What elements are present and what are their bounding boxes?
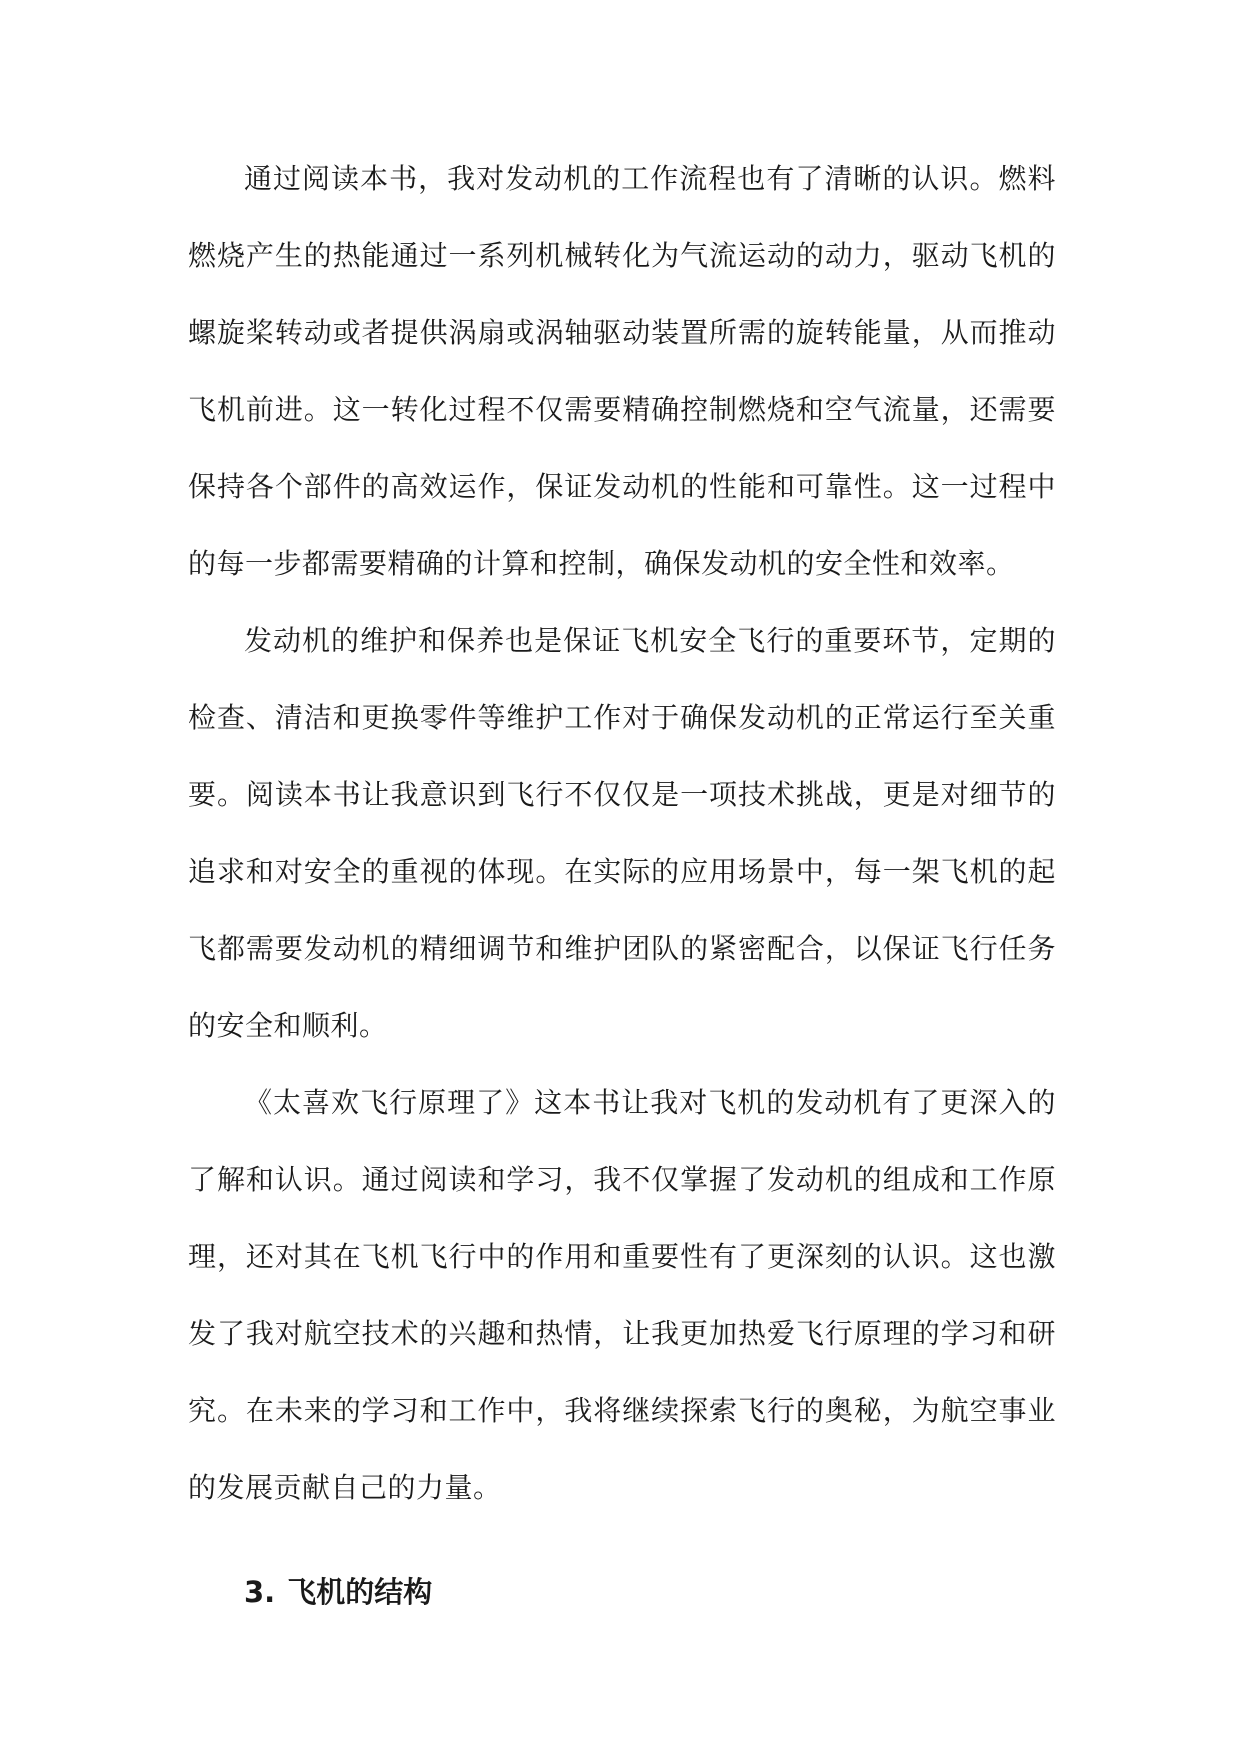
section-title: 飞机的结构 [287,1575,433,1609]
paragraph-engine-workflow: 通过阅读本书，我对发动机的工作流程也有了清晰的认识。燃料燃烧产生的热能通过一系列机械转化为气流运动的动力，驱动飞机的螺旋桨转动或者提供涡扇或涡轴驱动装置所需的旋转能量，从而推动飞机前进。这一转化过程不仅需要精确控制燃烧和空气流量，还需要保持各个部件的高效运作，保证发动机的性能和可靠性。这一过程中的每一步都需要精确的计算和控制，确保发动机的安全性和效率。 [188,162,1056,580]
section-number: 3. [244,1575,276,1609]
document-page [188,140,1056,1616]
section-heading [188,1568,1056,1616]
paragraph-book-reflection: 《太喜欢飞行原理了》这本书让我对飞机的发动机有了更深入的了解和认识。通过阅读和学习，我不仅掌握了发动机的组成和工作原理，还对其在飞机飞行中的作用和重要性有了更深刻的认识。这也激发了我对航空技术的兴趣和热情，让我更加热爱飞行原理的学习和研究。在未来的学习和工作中，我将继续探索飞行的奥秘，为航空事业的发展贡献自己的力量。 [188,1086,1056,1504]
paragraph-engine-maintenance: 发动机的维护和保养也是保证飞机安全飞行的重要环节，定期的检查、清洁和更换零件等维护工作对于确保发动机的正常运行至关重要。阅读本书让我意识到飞行不仅仅是一项技术挑战，更是对细节的追求和对安全的重视的体现。在实际的应用场景中，每一架飞机的起飞都需要发动机的精细调节和维护团队的紧密配合，以保证飞行任务的安全和顺利。 [188,624,1056,1042]
